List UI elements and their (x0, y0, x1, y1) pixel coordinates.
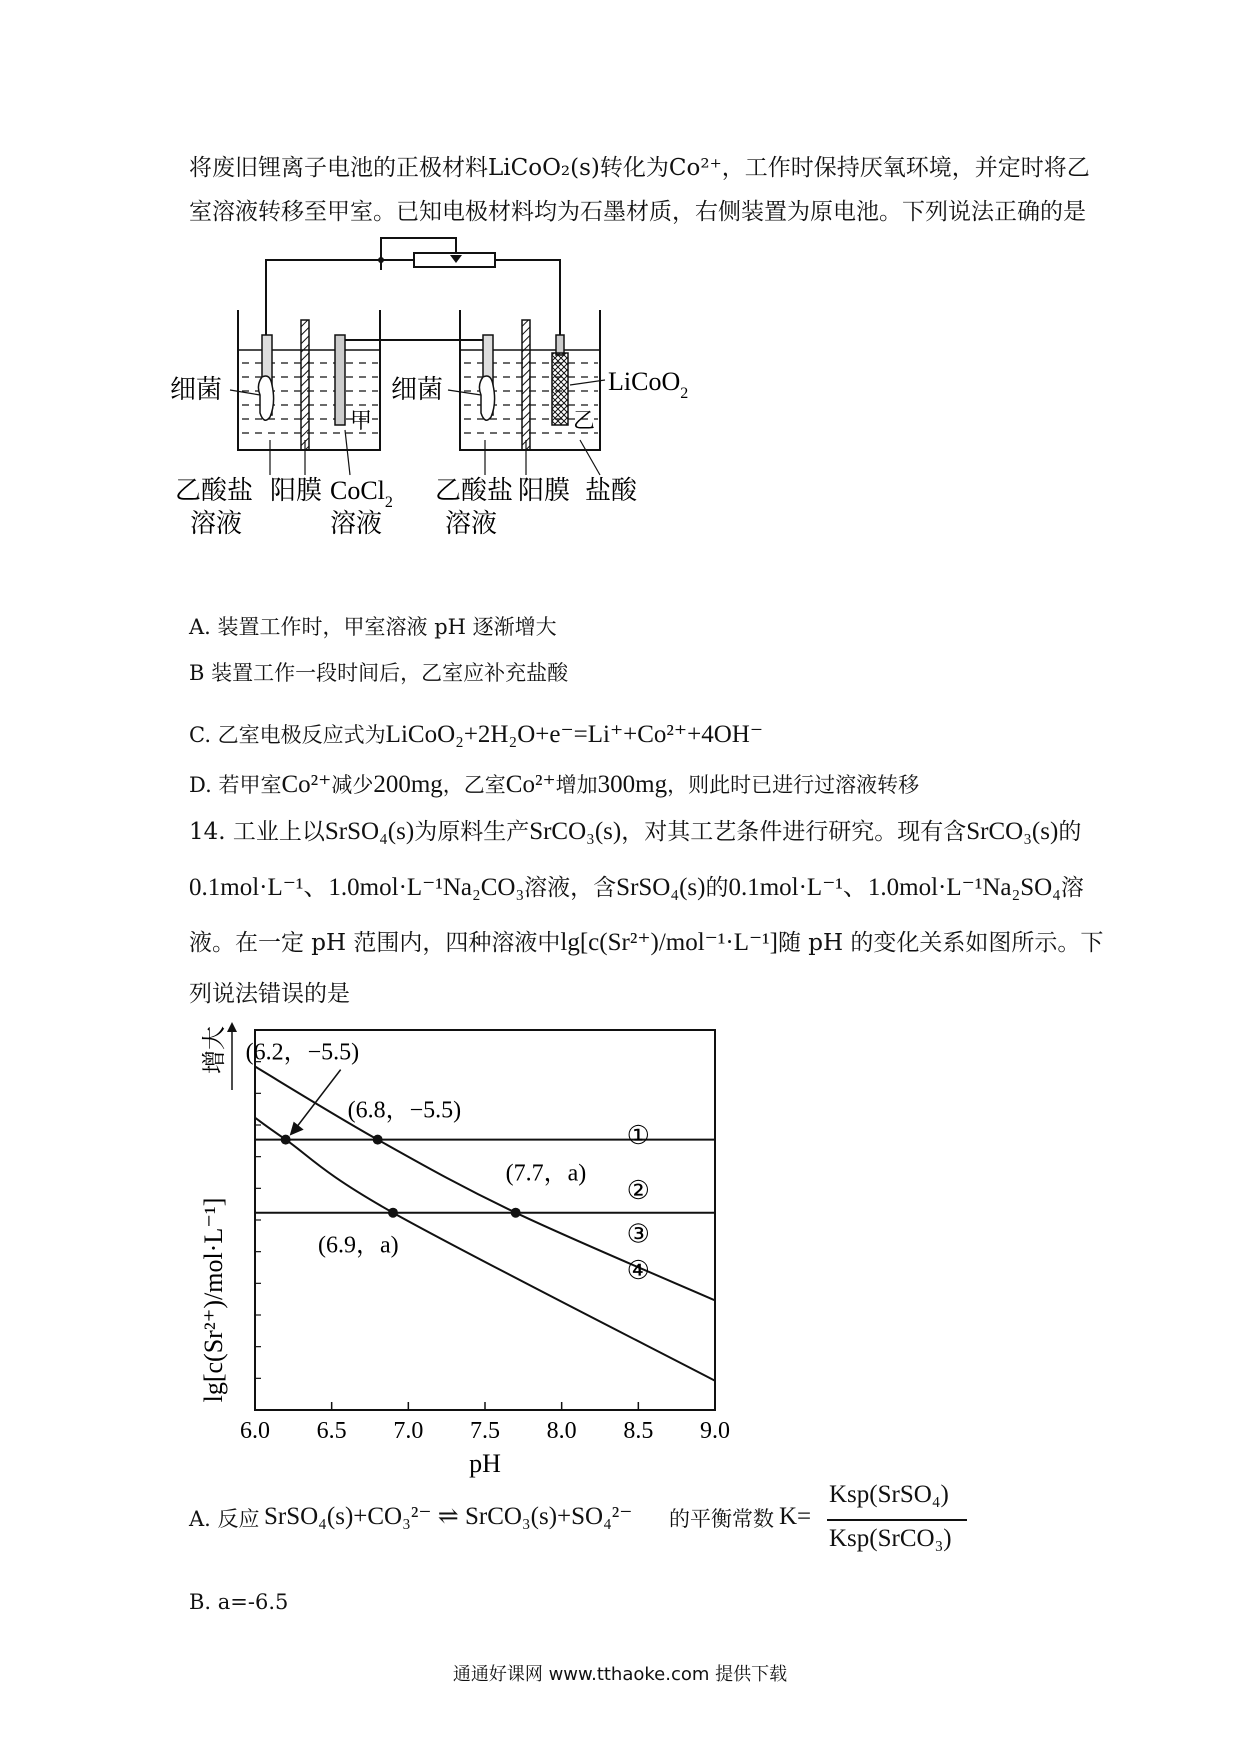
x-tick-label: 7.5 (470, 1418, 500, 1444)
label-bacteria-left: 细菌 (170, 375, 223, 404)
q13-option-d-v2: 300mg (597, 771, 668, 798)
q13-option-a: A. 装置工作时，甲室溶液 pH 逐渐增大 (189, 615, 557, 639)
label-acetate-left-2: 溶液 (190, 509, 243, 538)
q14-line3-formula: lg[c(Sr²⁺)/mol⁻¹·L⁻¹] (560, 929, 778, 956)
q14-line2-f2: SrSO₄(s) (616, 874, 706, 901)
q13-option-d-part1: D. 若甲室 (189, 773, 282, 797)
q13-option-d-part4: 增加 (555, 773, 598, 797)
q13-option-d (189, 768, 919, 802)
x-tick-label: 8.0 (546, 1418, 577, 1444)
x-tick-label: 9.0 (700, 1418, 730, 1444)
q14-option-a-formula: SrSO₄(s)+CO₃²⁻ ⇌ SrCO₃(s)+SO₄²⁻ (264, 1503, 633, 1530)
label-cocl2: CoCl$_2$ (330, 476, 393, 511)
point-annotation: (6.9，a) (318, 1232, 399, 1259)
q13-stem-line-2: 室溶液转移至甲室。已知电极材料均为石墨材质，右侧装置为原电池。下列说法正确的是 (189, 199, 1086, 225)
label-membrane-right: 阳膜 (518, 476, 571, 505)
data-point (511, 1208, 521, 1218)
page-footer: 通通好课网 www.tthaoke.com 提供下载 (452, 1664, 788, 1685)
q14-line2-f1: 0.1mol·L⁻¹、1.0mol·L⁻¹Na₂CO₃ (189, 874, 525, 901)
point-annotation: (6.2，−5.5) (245, 1039, 360, 1066)
q14-option-b: B. a=-6.5 (189, 1590, 289, 1614)
electrolysis-diagram (170, 235, 740, 605)
q14-line3-a: 液。在一定 pH 范围内，四种溶液中 (189, 930, 561, 956)
q14-line2-f3: 0.1mol·L⁻¹、1.0mol·L⁻¹Na₂SO₄ (728, 874, 1061, 901)
data-point (281, 1135, 291, 1145)
series-label-1: ① (626, 1120, 650, 1150)
series-label-2: ② (626, 1175, 650, 1205)
x-tick-label: 6.5 (316, 1418, 347, 1444)
q13-option-d-part3: ，乙室 (442, 773, 506, 797)
label-membrane-left: 阳膜 (270, 476, 323, 505)
q13-option-d-v1: 200mg (373, 771, 443, 798)
label-acetate-left-1: 乙酸盐 (175, 476, 254, 505)
q14-line1-c: ，对其工艺条件进行研究。现有含 (621, 819, 967, 845)
q14-line1-a: 14. 工业上以 (189, 819, 325, 845)
point-annotation: (7.7，a) (505, 1160, 587, 1187)
label-hcl: 盐酸 (585, 476, 638, 505)
data-point (388, 1208, 398, 1218)
q14-stem-line-1 (189, 814, 1081, 850)
q13-stem-line-1: 将废旧锂离子电池的正极材料LiCoO₂(s)转化为Co²⁺，工作时保持厌氧环境，并定时将乙 (189, 155, 1090, 181)
annotation-arrow (292, 1070, 341, 1134)
q13-option-d-part2: 减少 (331, 773, 374, 797)
q14-line2-c: 溶 (1060, 875, 1084, 901)
sr-ion-ph-chart (199, 1026, 760, 1478)
q14-stem-line-2 (189, 870, 1084, 906)
q14-line2-b: 的 (705, 875, 729, 901)
q14-option-a-numerator: Ksp(SrSO₄) (829, 1481, 949, 1508)
q13-option-b: B 装置工作一段时间后，乙室应补充盐酸 (189, 661, 569, 685)
annotation-arrowhead (290, 1122, 304, 1136)
q14-line1-f3: SrCO₃(s) (966, 818, 1059, 845)
q13-option-d-co2: Co²⁺ (505, 771, 556, 798)
q14-option-a-denominator: Ksp(SrCO₃) (829, 1525, 952, 1552)
label-yi: 乙 (573, 408, 596, 433)
label-acetate-right-2: 溶液 (445, 509, 498, 538)
series-label-3: ③ (626, 1219, 650, 1249)
q13-option-d-part5: ，则此时已进行过溶液转移 (667, 773, 920, 797)
x-tick-label: 7.0 (393, 1418, 424, 1444)
q14-stem-line-3 (189, 925, 1103, 961)
q13-option-d-co1: Co²⁺ (281, 771, 332, 798)
label-acetate-right-1: 乙酸盐 (435, 476, 514, 505)
q13-option-c-prefix: C. 乙室电极反应式为 (189, 723, 386, 747)
x-axis-label: pH (469, 1449, 501, 1478)
y-direction-arrowhead (227, 1022, 237, 1032)
point-annotation: (6.8，−5.5) (347, 1097, 462, 1124)
y-direction-label: 增大 (202, 1026, 228, 1074)
q14-line3-b: 随 pH 的变化关系如图所示。下 (777, 930, 1104, 956)
q14-line1-d: 的 (1058, 819, 1082, 845)
q14-option-a-k: K= (779, 1503, 812, 1530)
label-bacteria-right: 细菌 (391, 375, 444, 404)
y-axis-label: lg[c(Sr²⁺)/mol·L⁻¹] (199, 1197, 228, 1403)
q13-option-c (189, 718, 763, 752)
q14-option-a-prefix: A. 反应 (189, 1507, 260, 1531)
q14-line2-a: 溶液，含 (524, 875, 617, 901)
fraction-bar (827, 1519, 967, 1521)
series-label-4: ④ (626, 1256, 650, 1286)
q14-option-a-mid: 的平衡常数 (669, 1507, 774, 1531)
q13-option-c-formula: LiCoO₂+2H₂O+e⁻=Li⁺+Co²⁺+4OH⁻ (385, 721, 764, 748)
q14-stem-line-4: 列说法错误的是 (189, 981, 350, 1007)
x-tick-label: 8.5 (623, 1418, 654, 1444)
q14-line1-f2: SrCO₃(s) (529, 818, 622, 845)
x-tick-label: 6.0 (240, 1418, 270, 1444)
label-cocl2-solution: 溶液 (330, 509, 383, 538)
q14-line1-b: 为原料生产 (414, 819, 530, 845)
data-point (373, 1135, 383, 1145)
label-jia: 甲 (350, 408, 373, 433)
label-licoo2: LiCoO$_2$ (608, 367, 689, 402)
q14-line1-f1: SrSO₄(s) (324, 818, 415, 845)
